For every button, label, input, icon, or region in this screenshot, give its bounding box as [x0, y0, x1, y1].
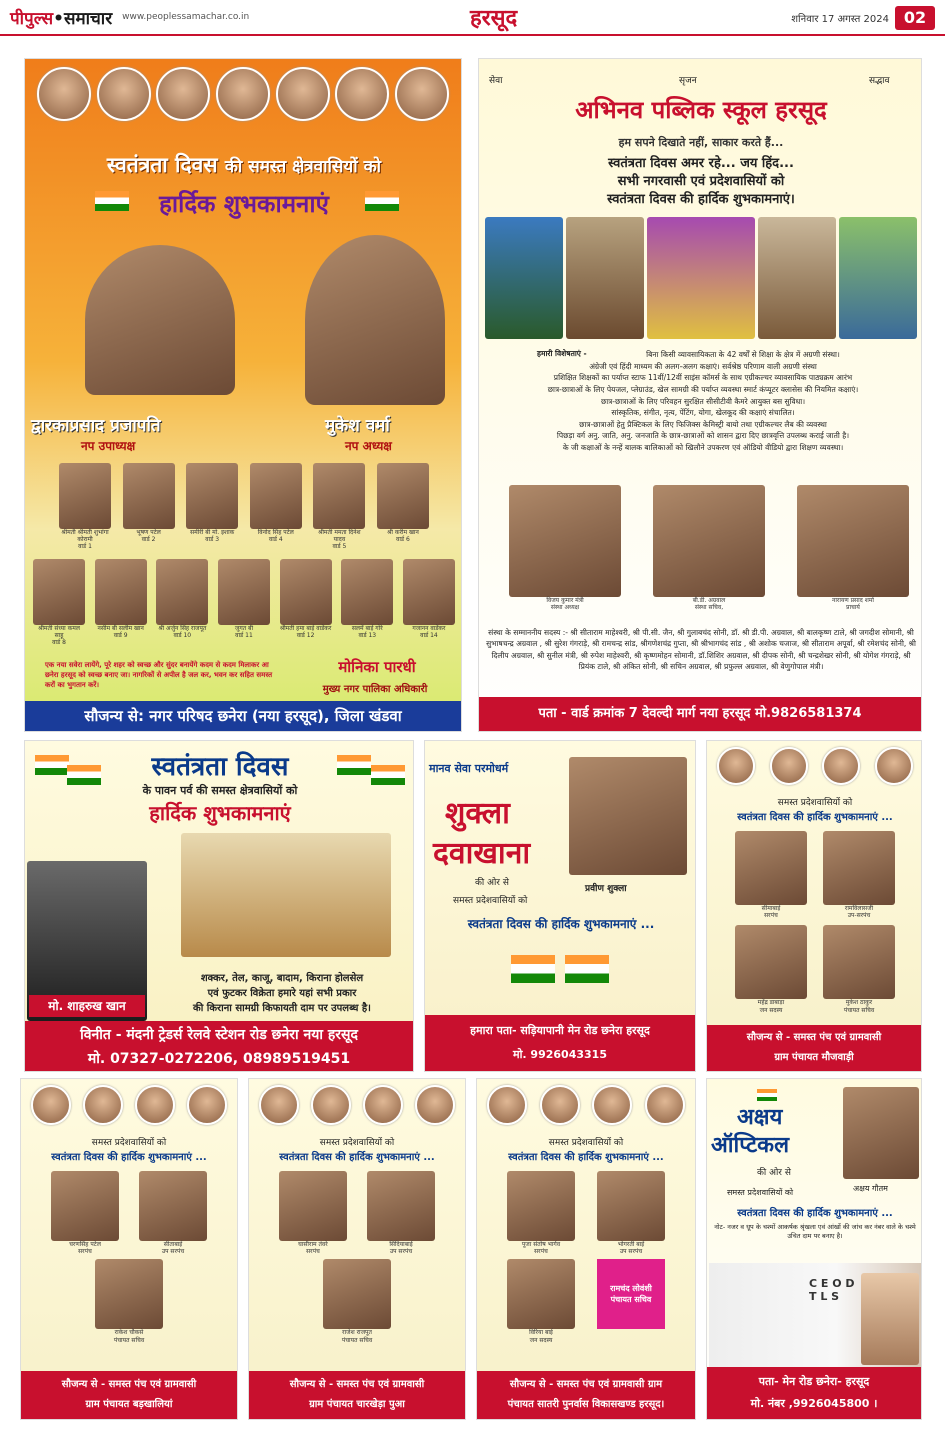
member-card: [280, 559, 332, 647]
leader-photos: [37, 67, 449, 147]
gram-footer: [477, 1371, 695, 1419]
gram-line2: स्वतंत्रता दिवस की हार्दिक शुभकामनाएं ...: [51, 1152, 207, 1163]
school-address: पता - वार्ड क्रमांक 7 देवल्दी मार्ग नया हरसूद मो.9826581374: [479, 697, 921, 731]
member-name: जुगत बी: [234, 625, 254, 632]
member-name: राजेश राजपूत: [342, 1329, 372, 1337]
ad-gram-panchayat-satri: [476, 1078, 696, 1420]
member-name: श्रीमती श्रीमती शुभांगा कोरामी: [61, 529, 109, 544]
leader-photos: [259, 1085, 455, 1127]
ad9-person: अक्षय गौतम: [853, 1184, 888, 1193]
ad3-greeting: हार्दिक शुभकामनाएं: [149, 801, 291, 825]
ad9-name1: अक्षय: [737, 1105, 783, 1130]
member-photo: [653, 485, 765, 597]
feature-item: सांस्कृतिक, संगीत, नृत्य, पेंटिंग, योगा, खेलकूद की कक्षाएं संचालित।: [611, 408, 795, 418]
member-name: विरिया बाई: [529, 1329, 553, 1337]
leader-photo: [592, 1085, 632, 1125]
member-photo: [597, 1171, 665, 1241]
tag-seva: सेवा: [489, 76, 503, 86]
ad5-footer: [707, 1025, 921, 1071]
school-tagline: हम सपने दिखाते नहीं, साकार करते हैं...: [618, 136, 784, 149]
leader-photo: [276, 67, 330, 121]
ad1-greeting: हार्दिक शुभकामनाएं: [159, 189, 329, 218]
leader-photo: [770, 747, 808, 785]
feature-item: छात्र-छात्राओं के लिए पेयजल, प्लेग्राउंड, खेल सामग्री की पर्याप्त व्यवस्था स्मार्ट कंप्यूटर क्लासेस की नियमित कक्षाएं।: [547, 384, 859, 394]
ad4-footer-line: हमारा पता- सड़ियापानी मेन रोड छनेरा हरसूद: [470, 1024, 650, 1037]
school-photo-strip: [485, 217, 917, 339]
councillor-row-2: [33, 559, 455, 647]
gram-footer: [21, 1371, 237, 1419]
leader-photo: [31, 1085, 71, 1125]
grocery-image: [181, 833, 391, 957]
ad-gram-panchayat-maujwadi: [706, 740, 922, 1072]
member-name: भूषण पटेल: [136, 529, 161, 536]
member-card: [403, 559, 455, 647]
gram-footer-line: ग्राम पंचायत चारखेड़ा पुआ: [309, 1399, 405, 1410]
feature-item: छात्र-छात्राओं के लिए परिवहन सुरक्षित सीसीटीवी कैमरे आयुक्त बस सुविधा।: [600, 396, 806, 406]
member-photo: [377, 463, 429, 529]
ad4-name2: दवाखाना: [433, 836, 531, 871]
officer-name: मोनिका पारधी: [338, 658, 416, 676]
member-photo: [95, 1259, 163, 1329]
gram-line1: समस्त प्रदेशवासियों को: [548, 1138, 624, 1148]
person-name: मो. शाहरुख खान: [29, 995, 145, 1017]
member-card: [377, 463, 429, 551]
member-name: गजानन वाडेंकर: [412, 625, 446, 632]
school-photo: [758, 217, 836, 339]
tag-sadbhav: सद्भाव: [869, 76, 890, 86]
leader-photo: [83, 1085, 123, 1125]
member-role: वार्ड 2: [141, 536, 156, 544]
member-name: नसीम बी सलीम खान: [97, 625, 144, 632]
member-card: [653, 485, 765, 625]
member-role: पंचायत सचिव: [341, 1336, 373, 1344]
leader-photo: [645, 1085, 685, 1125]
member-card: [509, 485, 621, 625]
tag-srijan: सृजन: [679, 76, 697, 86]
gram-line2: स्वतंत्रता दिवस की हार्दिक शुभकामनाएं ...: [508, 1152, 664, 1163]
member-card: [279, 1171, 347, 1255]
member-card: [313, 463, 365, 551]
masthead: [0, 0, 945, 36]
ad4-footer: [425, 1015, 695, 1071]
member-role: वार्ड 13: [358, 632, 377, 640]
ad-gram-panchayat-badkhaliya: [20, 1078, 238, 1420]
member-role: वार्ड 3: [205, 536, 220, 544]
leader-left-role: नप उपाध्यक्ष: [81, 439, 136, 453]
ad9-footer-line: पता- मेन रोड छनेरा- हरसूद: [758, 1375, 870, 1388]
optical-image: [709, 1263, 921, 1367]
ad3-footer-line: मो. 07327-0272206, 08989519451: [87, 1051, 351, 1067]
school-title: अभिनव पब्लिक स्कूल हरसूद: [575, 96, 827, 124]
member-card: [507, 1171, 575, 1255]
feature-item: बिना किसी व्यावसायिकता के 42 वर्षों से शिक्षा के क्षेत्र में अग्रणी संस्था।: [646, 350, 840, 359]
gram-footer-line: ग्राम पंचायत बड़खालियां: [85, 1399, 173, 1410]
member-role: सरपंच: [306, 1248, 320, 1256]
member-card: [823, 925, 895, 1013]
member-card: [735, 925, 807, 1013]
member-role: पंचायत सचिव: [113, 1336, 145, 1344]
member-photo: [51, 1171, 119, 1241]
member-photo: [139, 1171, 207, 1241]
member-photo: [123, 463, 175, 529]
leader-right-photo: [305, 235, 445, 405]
ad3-text-line: शक्कर, तेल, काजू, बादाम, किराना होलसेल: [200, 973, 364, 984]
leader-left-photo: [85, 245, 235, 395]
member-role: वार्ड 12: [296, 632, 315, 640]
ad9-note: नोट- नजर व धूप के चश्मों आकर्षक श्रृंखला एवं आंखों की जांच कर नंबर वाले के चश्मे उचित दाम पर बनाए है।: [714, 1223, 916, 1241]
member-photo: [95, 559, 147, 625]
member-name: श्री अर्जुन सिंह राजपूत: [158, 625, 207, 632]
member-name: भोगरती बाई: [617, 1241, 645, 1248]
member-name: बी.डी. अग्रवाल: [692, 597, 726, 604]
member-role: वार्ड 8: [52, 639, 66, 647]
ad3-text-line: की किराना सामग्री किफायती दाम पर उपलब्ध है।: [193, 1003, 371, 1014]
ad3-title: स्वतंत्रता दिवस: [151, 752, 289, 782]
leader-photo: [97, 67, 151, 121]
member-name: श्रीमती हमा बाई वाडेंकर: [279, 625, 332, 632]
school-features: [493, 349, 913, 454]
person-photo: [843, 1087, 919, 1179]
feature-item: पिछड़ा वर्ग अनु. जाति, अनु. जनजाति के छात्र-छात्राओं को शासन द्वारा दिए छात्रवृत्ति उपलब्ध कराई जाती है।: [556, 431, 850, 441]
member-photo: [323, 1259, 391, 1329]
ad-abhinav-school: [478, 58, 922, 732]
member-name: समीरी बी मो. इशाक: [190, 529, 235, 536]
member-card: [823, 831, 895, 919]
member-photo: [823, 831, 895, 905]
leader-photo: [415, 1085, 455, 1125]
member-card: [59, 463, 111, 551]
member-card: [186, 463, 238, 551]
member-photo: [218, 559, 270, 625]
member-role: उप सरपंच: [389, 1248, 413, 1256]
member-role: उप सरपंच: [619, 1248, 643, 1256]
gram-footer-line: सौजन्य से - समस्त पंच एवं ग्रामवासी: [61, 1379, 197, 1390]
gram-footer-line: सौजन्य से - समस्त पंच एवं ग्रामवासी ग्राम: [509, 1379, 663, 1390]
leader-photo: [135, 1085, 175, 1125]
ad3-footer-line: विनीत - मंदनी ट्रेडर्स रेलवे स्टेशन रोड छनेरा नया हरसूद: [80, 1027, 358, 1043]
ad9-from: की ओर से: [757, 1168, 791, 1178]
gram-footer: [249, 1371, 465, 1419]
member-card: [367, 1171, 435, 1255]
school-photo: [566, 217, 644, 339]
feature-item: छात्र-छात्राओं हेतु प्रैक्टिकल के लिए फिजिक्स केमिस्ट्री बायो तथा एग्रीकल्चर लैब की व्यवस्था: [579, 419, 827, 429]
member-photo: [33, 559, 85, 625]
website-url[interactable]: www.peoplessamachar.co.in: [122, 12, 250, 22]
school-officials: [509, 485, 909, 625]
member-name: पूजा संतोष भार्गव: [521, 1241, 561, 1248]
leader-right-role: नप अध्यक्ष: [345, 439, 392, 453]
ad-shukla-dawakhana: [424, 740, 696, 1072]
page-number: 02: [895, 6, 935, 30]
ad4-name1: शुक्ला: [445, 796, 510, 831]
ad3-sub: के पावन पर्व की समस्त क्षेत्रवासियों को: [142, 784, 298, 797]
ad4-footer-line: मो. 9926043315: [513, 1048, 607, 1061]
member-name: महेंद्र डाबाड़ा: [757, 999, 785, 1007]
member-role: उप-सरपंच: [847, 912, 871, 920]
panchayat-members: [51, 1171, 207, 1344]
gram-footer-line: सौजन्य से - समस्त पंच एवं ग्रामवासी: [289, 1379, 425, 1390]
leader-photos: [487, 1085, 685, 1127]
leader-left-name: द्वारकाप्रसाद प्रजापति: [31, 416, 161, 436]
member-name: विजय कुमार मंत्री: [546, 597, 584, 604]
member-photo: [279, 1171, 347, 1241]
feature-item: प्रशिक्षित शिक्षकों का पर्याप्त स्टाफ 11वीं/12वीं साइंस कॉमर्स के साथ एग्रीकल्चर व्यावसायिक पाठ्यक्रम आरंभ: [553, 373, 853, 383]
leader-photo: [540, 1085, 580, 1125]
features-heading: हमारी विशेषताएं -: [537, 349, 587, 358]
member-role: वार्ड 14: [420, 632, 438, 640]
leader-photo: [335, 67, 389, 121]
newspaper-logo[interactable]: पीपुल्स•समाचार: [10, 8, 113, 29]
ad9-greeting: स्वतंत्रता दिवस की हार्दिक शुभकामनाएं ...: [737, 1208, 893, 1219]
member-card: [51, 1171, 119, 1255]
feature-item: के जी कक्षाओं के नन्हें बालक बालिकाओं को खिलौने उपकरण एवं ऑडियो वीडियो द्वारा शिक्षण व्यवस्था।: [562, 443, 844, 452]
member-card: [139, 1171, 207, 1255]
member-photo: [280, 559, 332, 625]
member-role: वार्ड 1: [78, 543, 92, 551]
flag-icon: [511, 955, 555, 983]
member-role: सरपंच: [534, 1248, 548, 1256]
ad3-text-line: एवं फुटकर विक्रेता हमारे यहां सभी प्रकार: [207, 988, 357, 999]
member-card: [218, 559, 270, 647]
member-name: राकेश चौकसे: [114, 1329, 144, 1337]
leader-photo: [875, 747, 913, 785]
member-photo: [59, 463, 111, 529]
member-photo: [507, 1171, 575, 1241]
member-name: विनोद सिंह पटेल: [257, 529, 294, 536]
ad3-text: [151, 971, 413, 1016]
member-name: सिंदियाबाई: [389, 1241, 413, 1248]
school-line2: स्वतंत्रता दिवस अमर रहे... जय हिंद...: [608, 156, 794, 171]
ad5-footer-line: सौजन्य से - समस्त पंच एवं ग्रामवासी: [746, 1032, 882, 1043]
ad5-line2: स्वतंत्रता दिवस की हार्दिक शुभकामनाएं ...: [737, 812, 893, 823]
ad9-footer-line: मो. नंबर ,9926045800 ।: [750, 1397, 878, 1410]
member-role: संस्था सचिव,: [694, 604, 724, 612]
secretary-box: रामचंद लोवंशी पंचायत सचिव: [597, 1259, 665, 1329]
member-card: [597, 1171, 665, 1255]
member-name: सलमें बाई गोरे: [351, 625, 383, 632]
panchayat-members: [507, 1171, 665, 1344]
flag-icon: [565, 955, 609, 983]
gram-line2: स्वतंत्रता दिवस की हार्दिक शुभकामनाएं ...: [279, 1152, 435, 1163]
leader-right-name: मुकेश वर्मा: [325, 416, 390, 436]
member-card: [33, 559, 85, 647]
member-role: पंचायत सचिव: [843, 1006, 875, 1014]
ad4-top: मानव सेवा परमोधर्म: [429, 762, 509, 775]
member-photo: [367, 1171, 435, 1241]
member-role: सरपंच: [764, 912, 778, 920]
eye-chart: C E O D T L S: [809, 1277, 855, 1304]
ad5-footer-line: ग्राम पंचायत मौजवाड़ी: [774, 1052, 854, 1063]
member-name: नारायण प्रसाद शर्मा: [832, 597, 874, 604]
school-line4: स्वतंत्रता दिवस की हार्दिक शुभकामनाएं।: [607, 192, 795, 207]
ad-mandani-traders: [24, 740, 414, 1072]
member-card: [507, 1259, 575, 1343]
member-photo: [313, 463, 365, 529]
feature-item: अंग्रेजी एवं हिंदी माध्यम की अलग-अलग कक्षाएं। सर्वश्रेष्ठ परिणाम वाली अग्रणी संस्था: [589, 361, 817, 371]
member-card: [95, 559, 147, 647]
ad-gram-panchayat-charkheda: [248, 1078, 466, 1420]
member-photo: [735, 831, 807, 905]
leader-photo: [311, 1085, 351, 1125]
ad5-line1: समस्त प्रदेशवासियों को: [777, 798, 853, 808]
leader-photo: [37, 67, 91, 121]
member-role: वार्ड 10: [173, 632, 192, 640]
member-role: वार्ड 11: [235, 632, 253, 640]
school-photo: [839, 217, 917, 339]
member-name: श्रीमती संध्या कमल साहू: [38, 625, 80, 640]
member-name: मुकेश ठाकुर: [845, 999, 873, 1007]
member-role: वार्ड 5: [332, 543, 347, 551]
member-card: [95, 1259, 163, 1343]
member-name: रामविलासजी: [844, 905, 874, 912]
leader-photos: [717, 747, 913, 787]
member-photo: [186, 463, 238, 529]
members-list: संस्था के सम्माननीय सदस्य :- श्री सीताराम माहेश्वरी, श्री पी.सी. जैन, श्री गुलाबचंद सोनी, डॉ. श्री डी.पी. अग्रवाल, श्री बालकृष्ण टाले, श्री जगदीश सोमानी, श्री सुभाषचन्द्र अग्रवाल , श्री सुरेश गंगराड़े, श्री रामचन्द्र सांड, श्रीगणेशचंद्र गुप्ता, श्री श्रीभागचंद सांड , श्री अशोक चजाज, श्री सीताराम अपूर्वा, श्री रमेशचंद सोनी, श्री दिलीप अग्रवाल, श्री सुनील मंत्री, श्री रुपेश माहेश्वरी, श्री कृष्णमोहन सोमानी, डॉ.शिशिर अग्रवाल, श्री दीपक सोनी, श्री चन्द्रशेखर सोनी, श्री योगेश गंगराड़े, श्री प्रियंक टाले, श्री अंकित सोनी, श्री सचिन अग्रवाल, श्री प्रफुल्ल अग्रवाल, श्री वेणुगोपाल मंत्री।: [486, 628, 916, 671]
member-role: उप सरपंच: [161, 1248, 185, 1256]
member-role: वार्ड 9: [113, 632, 128, 640]
ad9-footer: [707, 1367, 921, 1419]
leader-photo: [156, 67, 210, 121]
ad4-from: की ओर से: [475, 878, 509, 888]
ad4-person: प्रवीण शुक्ला: [585, 884, 627, 894]
school-line3: सभी नगरवासी एवं प्रदेशवासियों को: [617, 174, 785, 189]
member-name: श्रीमती ममता दिनेश यादव: [318, 529, 361, 544]
member-role: वार्ड 6: [396, 536, 410, 544]
gram-line1: समस्त प्रदेशवासियों को: [91, 1138, 167, 1148]
school-photo: [647, 217, 756, 339]
member-role: प्राचार्य: [846, 604, 860, 612]
gram-line1: समस्त प्रदेशवासियों को: [319, 1138, 395, 1148]
leader-photo: [395, 67, 449, 121]
member-photo: [156, 559, 208, 625]
member-role: वार्ड 4: [268, 536, 283, 544]
ad9-to: समस्त प्रदेशवासियों को: [727, 1188, 794, 1197]
leader-photos: [31, 1085, 227, 1127]
member-role: जन सदस्य: [759, 1006, 783, 1014]
school-photo: [485, 217, 563, 339]
gram-footer-line: पंचायत सातरी पुनर्वास विकासखण्ड हरसूद।: [507, 1399, 665, 1410]
member-photo: [250, 463, 302, 529]
member-name: सीमाबाई: [761, 905, 781, 912]
ad1-title: स्वतंत्रता दिवस की समस्त क्षेत्रवासियों को: [106, 153, 382, 177]
leader-photo: [717, 747, 755, 785]
member-name: सीताबाई: [163, 1241, 183, 1248]
ad1-footer: सौजन्य से: नगर परिषद छनेरा (नया हरसूद), जिला खंडवा: [25, 701, 461, 731]
person-photo: [569, 757, 687, 875]
councillor-row-1: [59, 463, 429, 551]
member-card: [797, 485, 909, 625]
leader-photo: [259, 1085, 299, 1125]
leader-photo: [187, 1085, 227, 1125]
member-role: जन सदस्य: [529, 1336, 553, 1344]
member-photo: [509, 485, 621, 597]
member-photo: [403, 559, 455, 625]
member-card: [156, 559, 208, 647]
leader-photo: [822, 747, 860, 785]
member-name: चरणसिंह पटेल: [69, 1241, 101, 1248]
leader-photo: [487, 1085, 527, 1125]
ad3-footer: [25, 1021, 413, 1071]
issue-date: शनिवार 17 अगस्त 2024: [791, 14, 889, 25]
panchayat-members: [735, 831, 895, 1014]
leader-photo: [363, 1085, 403, 1125]
member-card: [323, 1259, 391, 1343]
member-photo: [507, 1259, 575, 1329]
panchayat-members: [279, 1171, 435, 1344]
member-name: श्री करीम खान: [387, 529, 419, 536]
member-photo: [797, 485, 909, 597]
member-photo: [341, 559, 393, 625]
member-card: [123, 463, 175, 551]
ad4-greeting: स्वतंत्रता दिवस की हार्दिक शुभकामनाएं ...: [467, 917, 655, 931]
ad9-name2: ऑप्टिकल: [711, 1133, 789, 1158]
ad-akshay-optical: [706, 1078, 922, 1420]
section-city: हरसूद: [470, 6, 518, 31]
ad1-notice: एक नया सवेरा लायेंगे, पूरे शहर को स्वच्छ और सुंदर बनायेंगे कदम से कदम मिलाकर आ छनेरा हरसूद को स्वच्छ बनाए जा। नागरिकों से अपील है जल कर, भवन कर सहित समस्त करों का भुगतान करें।: [45, 661, 273, 689]
flag-icon: [757, 1089, 777, 1101]
member-photo: [823, 925, 895, 999]
ad4-to: समस्त प्रदेशवासियों को: [453, 896, 528, 906]
member-photo: [735, 925, 807, 999]
officer-role: मुख्य नगर पालिका अधिकारी: [322, 684, 428, 695]
member-card: [250, 463, 302, 551]
member-role: सरपंच: [78, 1248, 92, 1256]
leader-photo: [216, 67, 270, 121]
child-photo: [861, 1273, 919, 1365]
ad-nagar-parishad: [24, 58, 462, 732]
member-card: [735, 831, 807, 919]
member-card: [341, 559, 393, 647]
member-role: संस्था अध्यक्ष: [550, 604, 580, 612]
member-name: घासीराम तंवरे: [298, 1241, 328, 1248]
